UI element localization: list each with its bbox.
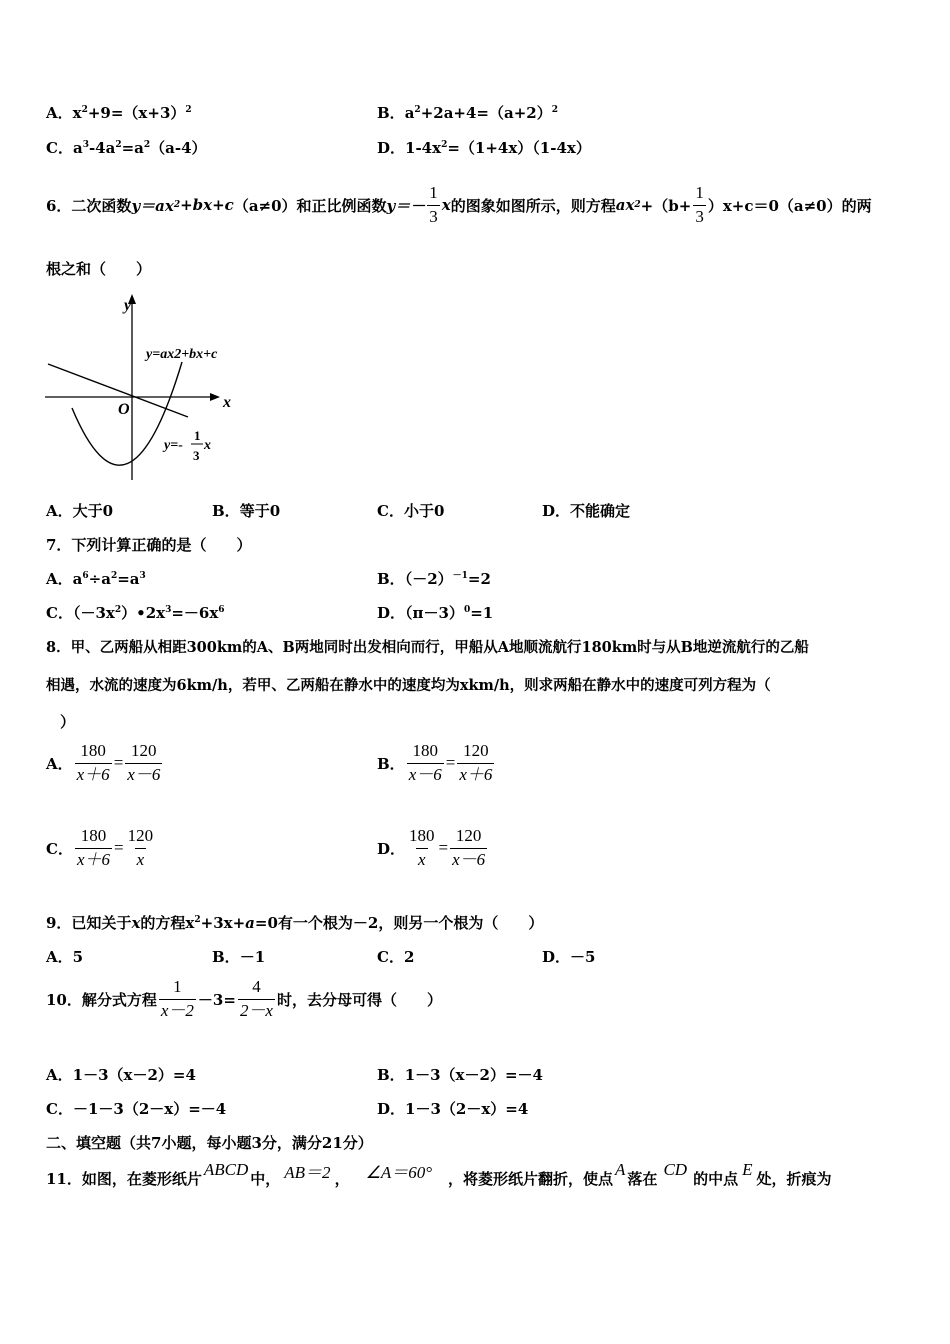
q5-option-a: A．$x^2+9=(x+3)^2$: [46, 104, 192, 122]
q11-stem: 11．如图，在菱形纸片 ABCD 中， AB＝2 ， ∠A＝60° ，将菱形纸片翻折，使点 A 落在 CD 的中点 E 处，折痕为: [46, 1160, 832, 1188]
q10-option-c: C．－1－3（2－x）=－4: [46, 1100, 227, 1118]
q6-stem-line2: 根之和（ ）: [46, 260, 152, 278]
q8-stem-line2: 相遇，水流的速度为6km/h，若甲、乙两船在静水中的速度均为xkm/h，则求两船在静水中的速度可列方程为（: [46, 677, 771, 694]
q7-option-b: B．$(-2)^{-1}=2$: [377, 570, 491, 588]
q6-option-c: C．小于0: [377, 502, 445, 520]
q5-option-c: C．$a^3-4a^2=a^2(a-4)$: [46, 139, 207, 157]
q10-option-b: B．1－3（x－2）=－4: [377, 1066, 543, 1084]
q7-option-a: A．$a^6\div a^2=a^3$: [46, 570, 146, 588]
q9-option-c: C．2: [377, 948, 415, 966]
section-2-title: 二、填空题（共7小题，每小题3分，满分21分）: [46, 1134, 373, 1152]
q6-option-b: B．等于0: [212, 502, 281, 520]
q8-option-d: D． $\frac{180}{x}$ = $\frac{120}{x-6}$: [377, 826, 486, 869]
q9-stem: 9．已知关于x的方程$x^2+3x+a=0$有一个根为－2，则另一个根为（ ）: [46, 914, 544, 932]
q7-option-d: D．$(\pi-3)^0=1$: [377, 604, 494, 622]
q6-fraction-one-third: $\frac{1}{3}$: [429, 182, 438, 226]
line-label-denominator: 3: [193, 448, 200, 463]
q6-fraction-one-third-2: $\frac{1}{3}$: [695, 182, 704, 226]
line-label-numerator: 1: [194, 428, 201, 443]
q8-option-b: B． $\frac{180}{x-6}$ = $\frac{120}{x+6}$: [377, 741, 493, 784]
q7-option-c: C．$(-3x^2)•2x^3=-6x^6$: [46, 604, 225, 622]
x-axis-label: x: [223, 394, 231, 411]
q6-option-d: D．不能确定: [542, 502, 631, 520]
q9-option-b: B．－1: [212, 948, 266, 966]
q10-option-a: A．1－3（x－2）=4: [46, 1066, 196, 1084]
q8-stem-line3: ）: [60, 713, 76, 731]
q6-option-a: A．大于0: [46, 502, 114, 520]
y-axis: [128, 294, 136, 480]
q8-option-a: A． $\frac{180}{x+6}$ = $\frac{120}{x-6}$: [46, 741, 161, 784]
q7-stem: 7．下列计算正确的是（ ）: [46, 536, 252, 554]
q8-option-c: C． $\frac{180}{x+6}$ = $\frac{120}{x}$: [46, 826, 154, 869]
q9-option-d: D．－5: [542, 948, 596, 966]
q8-stem-line1: 8．甲、乙两船从相距300km的A、B两地同时出发相向而行，甲船从A地顺流航行180km时与从B地逆流航行的乙船: [46, 639, 809, 656]
q10-option-d: D．1－3（2－x）=4: [377, 1100, 529, 1118]
y-axis-label: y: [124, 297, 132, 314]
q5-option-b: B．$a^2+2a+4=(a+2)^2$: [377, 104, 558, 122]
q6-stem-line1: 6．二次函数 y＝ax 2 +bx+c （a≠0）和正比例函数 y＝－ $\frac{1}{3}$ x 的图象如图所示，则方程 ax 2 +（b+ $\frac{1}{3}$ ）x+c＝0（a≠0）的两: [46, 182, 872, 226]
parabola-label: y=ax2+bx+c: [146, 347, 218, 362]
line-label-x: x: [204, 438, 211, 453]
origin-label: O: [118, 401, 130, 418]
line-label-prefix: y=-: [164, 438, 183, 453]
q9-option-a: A．5: [46, 948, 84, 966]
q10-stem: 10．解分式方程 $\frac{1}{x-2}$ －3= $\frac{4}{2-x}$ 时，去分母可得（ ）: [46, 977, 442, 1020]
q6-function-graph: [40, 290, 250, 490]
q5-option-d: D．$1-4x^2=(1+4x)(1-4x)$: [377, 139, 591, 157]
